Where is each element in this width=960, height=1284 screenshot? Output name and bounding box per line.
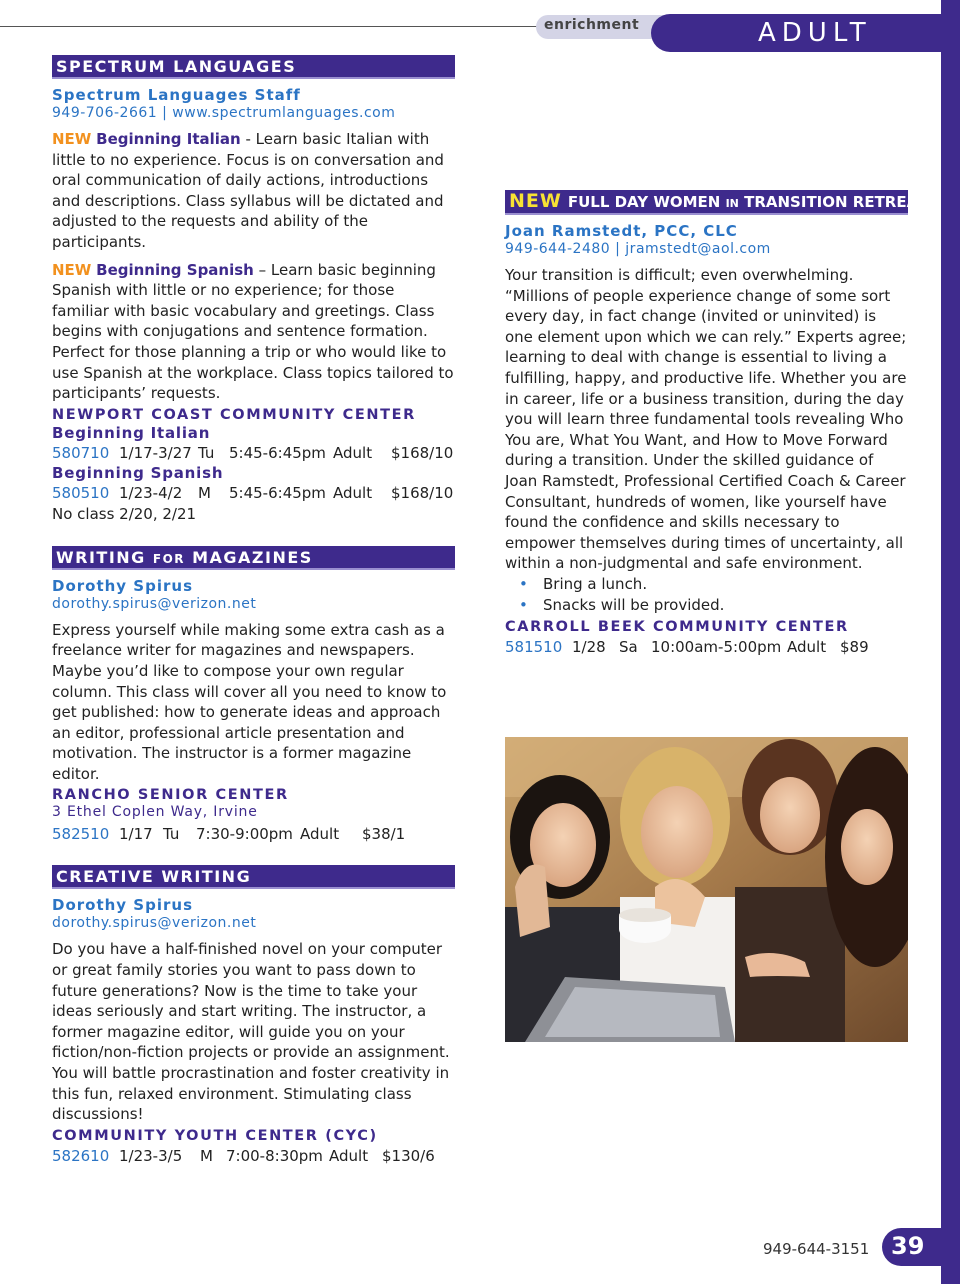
course-age: Adult — [300, 825, 340, 844]
new-badge: NEW — [52, 260, 92, 279]
course-code: 582510 — [52, 825, 110, 844]
category-label: ADULT — [758, 18, 872, 48]
session-title: Beginning Spanish — [52, 463, 224, 482]
heading-part: TRANSITION RETREAT — [738, 193, 928, 211]
course-description-italian — [52, 129, 455, 253]
course-fee: $38/1 — [362, 825, 406, 844]
schedule-row — [52, 482, 455, 504]
course-age: Adult — [787, 637, 827, 656]
instructor-name: Joan Ramstedt, PCC, CLC — [505, 222, 738, 240]
instructor-name: Dorothy Spirus — [52, 896, 193, 915]
venue-address: 3 Ethel Coplen Way, Irvine — [52, 804, 258, 821]
page-number: 39 — [891, 1232, 925, 1260]
course-day: M — [200, 1146, 213, 1165]
course-desc-text: – Learn basic beginning Spanish with little or no experience; for those familiar with basic vocabulary and greetings. Class begins with conjugations and sentence formation. Perfect for those planning a trip or who would like to use Spanish at the workplace. Class topics tailored to participants’ requests. — [52, 260, 454, 403]
course-desc-text: - Learn basic Italian with little to no experience. Focus is on conversation and oral communication of daily actions, introductions and descriptions. Class syllabus will be dictated and adjusted to the requests and ability of the participants. — [52, 130, 444, 251]
section-creative-writing — [52, 865, 455, 1166]
course-description: Express yourself while making some extra cash as a freelance writer for magazines and newspapers. Maybe you’d like to compose your own regular column. This class will cover all you need to know to get published: how to generate ideas and approach an editor, professional article presentation and motivation. The instructor is a former magazine editor. — [52, 620, 447, 783]
instructor-name: Spectrum Languages Staff — [52, 86, 301, 104]
section-heading — [52, 546, 455, 570]
schedule-row — [52, 1145, 455, 1167]
enrichment-label: enrichment — [544, 17, 640, 33]
left-column — [52, 55, 455, 1167]
course-day: Tu — [198, 443, 215, 462]
new-badge: NEW — [52, 130, 92, 148]
instructor-contact: dorothy.spirus@verizon.net — [52, 915, 257, 932]
heading-part: FULL DAY WOMEN — [567, 193, 726, 211]
course-dates: 1/23-4/2 — [119, 483, 183, 502]
section-heading: CREATIVE WRITING — [52, 865, 455, 889]
course-code: 580710 — [52, 443, 110, 462]
right-column — [505, 190, 928, 658]
course-dates: 1/28 — [572, 637, 606, 656]
new-badge: NEW — [509, 190, 562, 212]
course-time: 7:00-8:30pm — [226, 1146, 323, 1165]
course-fee: $89 — [840, 637, 869, 656]
photo-women-laptop — [505, 737, 908, 1042]
course-description: Your transition is difficult; even overwhelming. “Millions of people experience change of some sort every day, in fact change (invited or uninvited) is one element upon which we can rely.” Experts agree; learning to deal with change is essential to living a fulfilling, happy, and productive life. Whether you are in career, life or a business transition, during the day you will learn three fundamental tools revealing Who You are, What You Want, and How to Move Forward during a transition. Under the skilled guidance of Joan Ramstedt, Professional Certified Coach & Career Consultant, hundreds of women, like yourself have found the confidence and skills necessary to empower themselves during times of uncertainty, all within a non-judgmental and safe environment. — [505, 266, 907, 573]
instructor-contact: 949-644-2480 | jramstedt@aol.com — [505, 241, 771, 257]
course-fee: $130/6 — [382, 1146, 435, 1165]
course-dates: 1/17-3/27 — [119, 443, 192, 462]
course-fee: $168/10 — [391, 443, 454, 462]
course-code: 580510 — [52, 483, 110, 502]
section-spectrum-languages — [52, 55, 455, 524]
course-code: 582610 — [52, 1146, 110, 1165]
section-heading: SPECTRUM LANGUAGES — [52, 55, 455, 79]
course-day: Tu — [163, 825, 180, 844]
bullet-item: • Snacks will be provided. — [543, 595, 908, 616]
venue-name: COMMUNITY YOUTH CENTER (CYC) — [52, 1127, 378, 1144]
course-dates: 1/23-3/5 — [119, 1146, 183, 1165]
heading-part: IN — [725, 197, 739, 210]
schedule-row — [52, 442, 455, 464]
side-strip — [941, 0, 960, 1284]
heading-part: MAGAZINES — [185, 547, 313, 567]
instructor-name: Dorothy Spirus — [52, 576, 193, 595]
course-age: Adult — [333, 443, 373, 462]
course-fee: $168/10 — [391, 483, 454, 502]
instructor-contact: 949-706-2661 | www.spectrumlanguages.com — [52, 105, 396, 121]
venue-name: NEWPORT COAST COMMUNITY CENTER — [52, 406, 416, 423]
section-women-in-transition — [505, 190, 928, 658]
venue-name: RANCHO SENIOR CENTER — [52, 787, 289, 804]
course-description-spanish — [52, 260, 455, 404]
course-day: M — [198, 483, 211, 502]
section-heading — [505, 190, 928, 215]
course-time: 7:30-9:00pm — [196, 825, 293, 844]
bullet-list — [505, 574, 908, 616]
session-title: Beginning Italian — [52, 423, 211, 442]
course-day: Sa — [619, 637, 638, 656]
instructor-contact: dorothy.spirus@verizon.net — [52, 595, 257, 612]
section-writing-for-magazines — [52, 546, 455, 846]
photo-illustration — [505, 737, 908, 1042]
course-code: 581510 — [505, 637, 563, 656]
course-time: 5:45-6:45pm — [229, 483, 326, 502]
schedule-row — [505, 636, 908, 658]
venue-name: CARROLL BEEK COMMUNITY CENTER — [505, 618, 849, 635]
course-title: Beginning Spanish — [96, 260, 254, 279]
course-time: 5:45-6:45pm — [229, 443, 326, 462]
bullet-item: • Bring a lunch. — [543, 574, 908, 595]
course-time: 10:00am-5:00pm — [651, 637, 782, 656]
course-description: Do you have a half-finished novel on your computer or great family stories you want to pass down to future generations? Now is the time to take your ideas seriously and start writing. The instructor, a former magazine editor, will guide you on your fiction/non-fiction projects or provide an assignment. You will battle procrastination and foster creativity in this fun, relaxed environment. Stimulating class discussions! — [52, 940, 450, 1124]
course-dates: 1/17 — [119, 825, 153, 844]
schedule-note: No class 2/20, 2/21 — [52, 504, 197, 523]
course-title: Beginning Italian — [96, 130, 241, 148]
course-age: Adult — [333, 483, 373, 502]
heading-part: WRITING — [56, 547, 153, 567]
schedule-row — [52, 823, 455, 845]
footer-phone: 949-644-3151 — [763, 1240, 870, 1258]
heading-part: FOR — [152, 551, 186, 566]
course-age: Adult — [329, 1146, 369, 1165]
